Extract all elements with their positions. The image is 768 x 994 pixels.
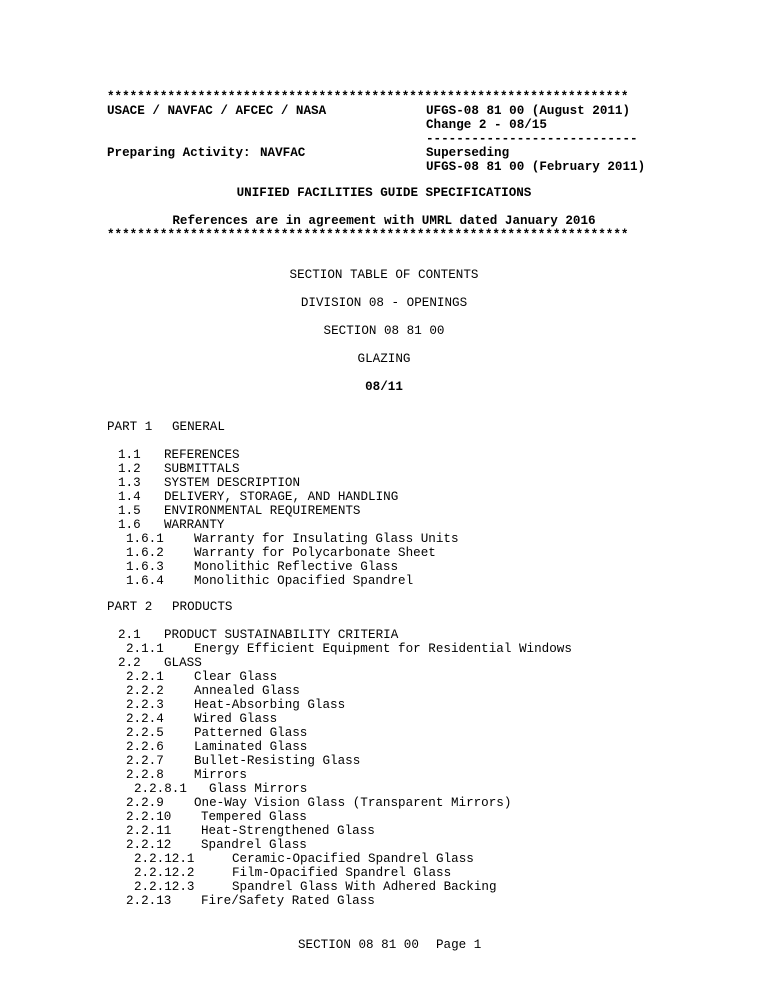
toc-entry-number: 2.2.8	[126, 768, 164, 782]
header-title: UNIFIED FACILITIES GUIDE SPECIFICATIONS	[236, 186, 532, 200]
header-stars-top: *********************************************************************	[107, 90, 629, 104]
toc-entry-text: Ceramic-Opacified Spandrel Glass	[232, 852, 474, 866]
toc-entry-text: ENVIRONMENTAL REQUIREMENTS	[164, 504, 361, 518]
toc-entry-number: 1.6.2	[126, 546, 164, 560]
toc-entry-text: Warranty for Polycarbonate Sheet	[194, 546, 436, 560]
toc-entry-number: 1.1	[118, 448, 141, 462]
toc-entry-number: 2.2.12.3	[134, 880, 195, 894]
part-2-number: PART 2	[107, 600, 153, 614]
toc-entry-number: 1.6	[118, 518, 141, 532]
toc-entry-number: 2.2.8.1	[134, 782, 187, 796]
toc-entry-text: Bullet-Resisting Glass	[194, 754, 361, 768]
toc-entry-number: 1.4	[118, 490, 141, 504]
toc-entry-number: 2.2.4	[126, 712, 164, 726]
toc-entry-number: 2.2.3	[126, 698, 164, 712]
toc-entry-number: 2.1	[118, 628, 141, 642]
toc-entry-number: 2.2.12.2	[134, 866, 195, 880]
toc-entry-number: 2.2.6	[126, 740, 164, 754]
footer-section: SECTION 08 81 00	[298, 938, 419, 952]
toc-entry-number: 2.2.7	[126, 754, 164, 768]
toc-entry-text: Annealed Glass	[194, 684, 300, 698]
toc-entry-number: 1.6.4	[126, 574, 164, 588]
toc-entry-text: DELIVERY, STORAGE, AND HANDLING	[164, 490, 399, 504]
toc-entry-number: 2.2.12	[126, 838, 172, 852]
toc-entry-text: Heat-Strengthened Glass	[201, 824, 375, 838]
toc-entry-number: 2.2	[118, 656, 141, 670]
toc-entry-number: 2.2.9	[126, 796, 164, 810]
toc-entry-text: Patterned Glass	[194, 726, 308, 740]
header-preparing-value: NAVFAC	[260, 146, 306, 160]
toc-entry-text: Warranty for Insulating Glass Units	[194, 532, 459, 546]
footer-page-number: Page 1	[436, 938, 482, 952]
toc-entry-number: 1.6.1	[126, 532, 164, 546]
header-superseded-id: UFGS-08 81 00 (February 2011)	[426, 160, 646, 174]
toc-entry-text: WARRANTY	[164, 518, 225, 532]
toc-entry-number: 2.2.1	[126, 670, 164, 684]
part-1-number: PART 1	[107, 420, 153, 434]
toc-entry-text: REFERENCES	[164, 448, 240, 462]
header-dashes: ----------------------------	[426, 132, 638, 146]
toc-entry-text: Tempered Glass	[201, 810, 307, 824]
toc-entry-text: SYSTEM DESCRIPTION	[164, 476, 301, 490]
toc-entry-text: Monolithic Opacified Spandrel	[194, 574, 414, 588]
toc-entry-number: 2.2.11	[126, 824, 172, 838]
toc-entry-text: Film-Opacified Spandrel Glass	[232, 866, 452, 880]
header-references-note: References are in agreement with UMRL dated January 2016	[172, 214, 596, 228]
toc-entry-text: GLASS	[164, 656, 202, 670]
toc-entry-number: 2.2.13	[126, 894, 172, 908]
section-date: 08/11	[365, 380, 403, 394]
toc-entry-text: Spandrel Glass	[201, 838, 307, 852]
header-preparing-label: Preparing Activity:	[107, 146, 251, 160]
toc-entry-text: SUBMITTALS	[164, 462, 240, 476]
part-2-title: PRODUCTS	[172, 600, 233, 614]
toc-entry-text: Wired Glass	[194, 712, 278, 726]
toc-entry-text: Clear Glass	[194, 670, 278, 684]
toc-entry-text: Fire/Safety Rated Glass	[201, 894, 375, 908]
toc-entry-number: 1.2	[118, 462, 141, 476]
toc-title: SECTION TABLE OF CONTENTS	[289, 268, 479, 282]
section-name: GLAZING	[357, 352, 411, 366]
toc-entry-text: Glass Mirrors	[209, 782, 308, 796]
header-superseding-label: Superseding	[426, 146, 510, 160]
toc-entry-text: Laminated Glass	[194, 740, 308, 754]
toc-entry-number: 1.3	[118, 476, 141, 490]
toc-entry-text: Mirrors	[194, 768, 247, 782]
section-title: SECTION 08 81 00	[323, 324, 445, 338]
toc-entry-number: 2.2.5	[126, 726, 164, 740]
toc-entry-text: Monolithic Reflective Glass	[194, 560, 399, 574]
header-spec-id: UFGS-08 81 00 (August 2011)	[426, 104, 631, 118]
toc-entry-number: 1.6.3	[126, 560, 164, 574]
toc-entry-number: 2.2.12.1	[134, 852, 195, 866]
toc-entry-text: Heat-Absorbing Glass	[194, 698, 346, 712]
part-1-title: GENERAL	[172, 420, 225, 434]
toc-entry-text: Energy Efficient Equipment for Residential Windows	[194, 642, 572, 656]
header-agencies: USACE / NAVFAC / AFCEC / NASA	[107, 104, 327, 118]
toc-entry-number: 1.5	[118, 504, 141, 518]
division-title: DIVISION 08 - OPENINGS	[300, 296, 468, 310]
toc-entry-number: 2.1.1	[126, 642, 164, 656]
toc-entry-number: 2.2.2	[126, 684, 164, 698]
toc-entry-text: PRODUCT SUSTAINABILITY CRITERIA	[164, 628, 399, 642]
header-change: Change 2 - 08/15	[426, 118, 547, 132]
toc-entry-text: One-Way Vision Glass (Transparent Mirrors)	[194, 796, 512, 810]
header-stars-bottom: *********************************************************************	[107, 228, 629, 242]
toc-entry-text: Spandrel Glass With Adhered Backing	[232, 880, 497, 894]
toc-entry-number: 2.2.10	[126, 810, 172, 824]
